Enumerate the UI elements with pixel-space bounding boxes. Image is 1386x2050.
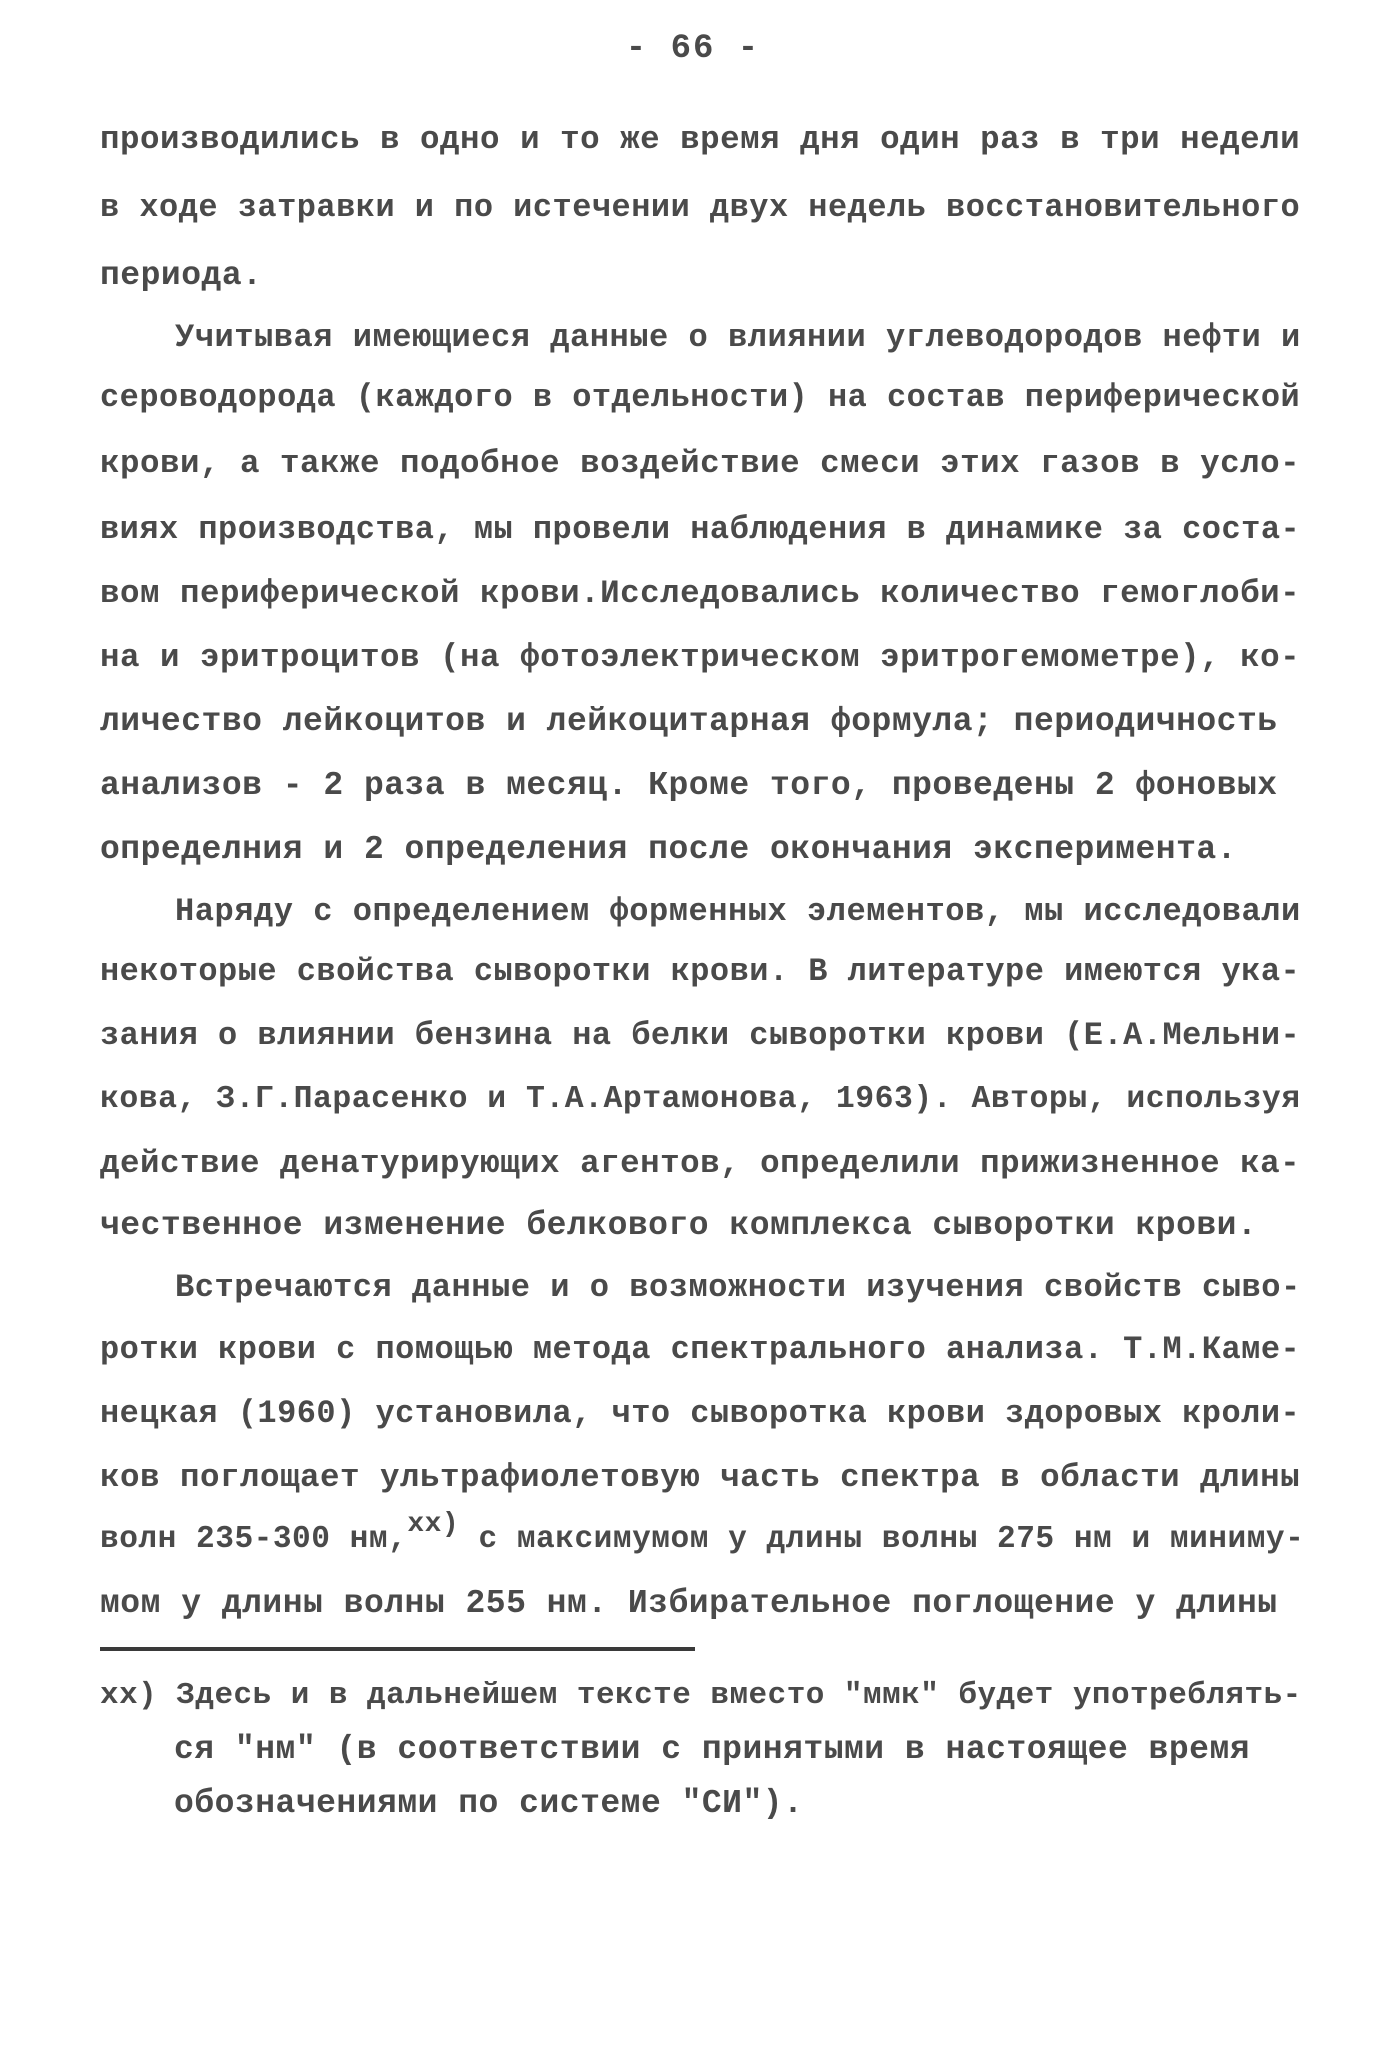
text-line-with-footnote xyxy=(100,1509,1305,1561)
text-line: крови, а также подобное воздействие смеси этих газов в усло- xyxy=(100,445,1301,482)
text-line: действие денатурирующих агентов, определили прижизненное ка- xyxy=(100,1145,1301,1182)
footnote-line: обозначениями по системе "СИ"). xyxy=(174,1785,804,1822)
text-line: на и эритроцитов (на фотоэлектрическом эритрогемометре), ко- xyxy=(100,639,1301,676)
text-fragment: с максимумом у длины волны 275 нм и миниму- xyxy=(459,1522,1305,1557)
text-line: Встречаются данные и о возможности изучения свойств сыво- xyxy=(175,1269,1301,1306)
text-line: Наряду с определением форменных элементов, мы исследовали xyxy=(175,893,1301,930)
text-line: ков поглощает ультрафиолетовую часть спектра в области длины xyxy=(100,1459,1301,1496)
text-line: Учитывая имеющиеся данные о влиянии углеводородов нефти и xyxy=(175,319,1301,356)
text-line: нецкая (1960) установила, что сыворотка крови здоровых крoли- xyxy=(100,1395,1301,1432)
page-number: - 66 - xyxy=(625,30,761,68)
text-line: некоторые свойства сыворотки крови. В литературе имеются ука- xyxy=(100,953,1301,990)
footnote-line: ся "нм" (в соответствии с принятыми в настоящее время xyxy=(174,1731,1251,1768)
text-line: анализов - 2 раза в месяц. Кроме того, проведены 2 фоновых xyxy=(100,767,1278,804)
text-fragment: волн 235-300 нм, xyxy=(100,1522,408,1557)
text-line: мом у длины волны 255 нм. Избирательное поглощение у длины xyxy=(100,1585,1278,1622)
footnote-marker: хх) xyxy=(407,1509,460,1540)
text-line: сероводорода (каждого в отдельности) на состав периферической xyxy=(100,379,1301,416)
text-line: производились в одно и то же время дня один раз в три недели xyxy=(100,121,1301,158)
text-line: виях производства, мы провели наблюдения в динамике за соста- xyxy=(100,511,1301,548)
text-line: в ходе затравки и по истечении двух недель восстановительного xyxy=(100,189,1301,226)
text-line: определния и 2 определения после окончания эксперимента. xyxy=(100,831,1237,868)
text-line: периода. xyxy=(100,257,263,294)
footnote-divider xyxy=(100,1647,695,1651)
text-line: кова, З.Г.Парасенко и Т.А.Артамонова, 1963). Авторы, используя xyxy=(100,1082,1301,1117)
text-line: зания о влиянии бензина на белки сыворотки крови (Е.А.Мельни- xyxy=(100,1017,1301,1054)
footnote-line: хх) Здесь и в дальнейшем тексте вместо "ммк" будет употреблять- xyxy=(100,1678,1302,1713)
text-line: вом периферической крови.Исследовались количество гемоглоби- xyxy=(100,575,1301,612)
text-line: ротки крови с помощью метода спектрального анализа. Т.М.Каме- xyxy=(100,1331,1301,1368)
text-line: личество лейкоцитов и лейкоцитарная формула; периодичность xyxy=(100,703,1278,740)
text-line: чественное изменение белкового комплекса сыворотки крови. xyxy=(100,1207,1258,1244)
